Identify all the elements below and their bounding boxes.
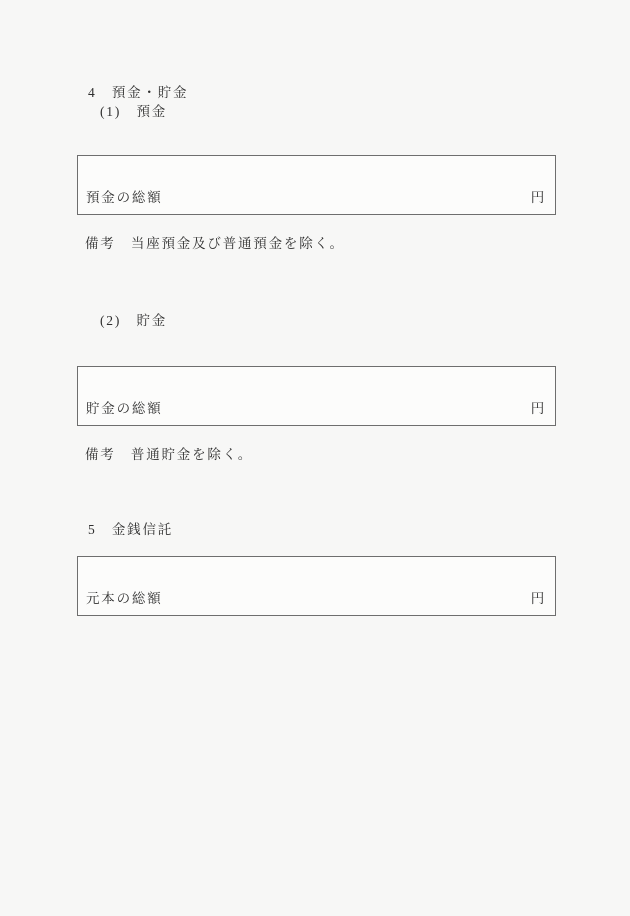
note-savings: 備考 普通貯金を除く。	[85, 447, 254, 462]
deposit-total-label: 預金の総額	[86, 189, 163, 205]
yen-unit-deposit: 円	[530, 189, 546, 205]
section-heading-money-trust: 5 金銭信託	[88, 522, 174, 537]
savings-total-field-box	[77, 366, 556, 426]
savings-total-label: 貯金の総額	[86, 400, 163, 416]
deposit-total-field-box	[77, 155, 556, 215]
section-heading-deposits-savings: 4 預金・貯金	[88, 85, 189, 100]
subsection-heading-savings: (2) 貯金	[100, 313, 168, 328]
subsection-heading-deposits: (1) 預金	[100, 104, 168, 119]
principal-total-label: 元本の総額	[86, 590, 163, 606]
note-deposits: 備考 当座預金及び普通預金を除く。	[85, 236, 345, 251]
yen-unit-principal: 円	[530, 590, 546, 606]
yen-unit-savings: 円	[530, 400, 546, 416]
principal-total-field-box	[77, 556, 556, 616]
